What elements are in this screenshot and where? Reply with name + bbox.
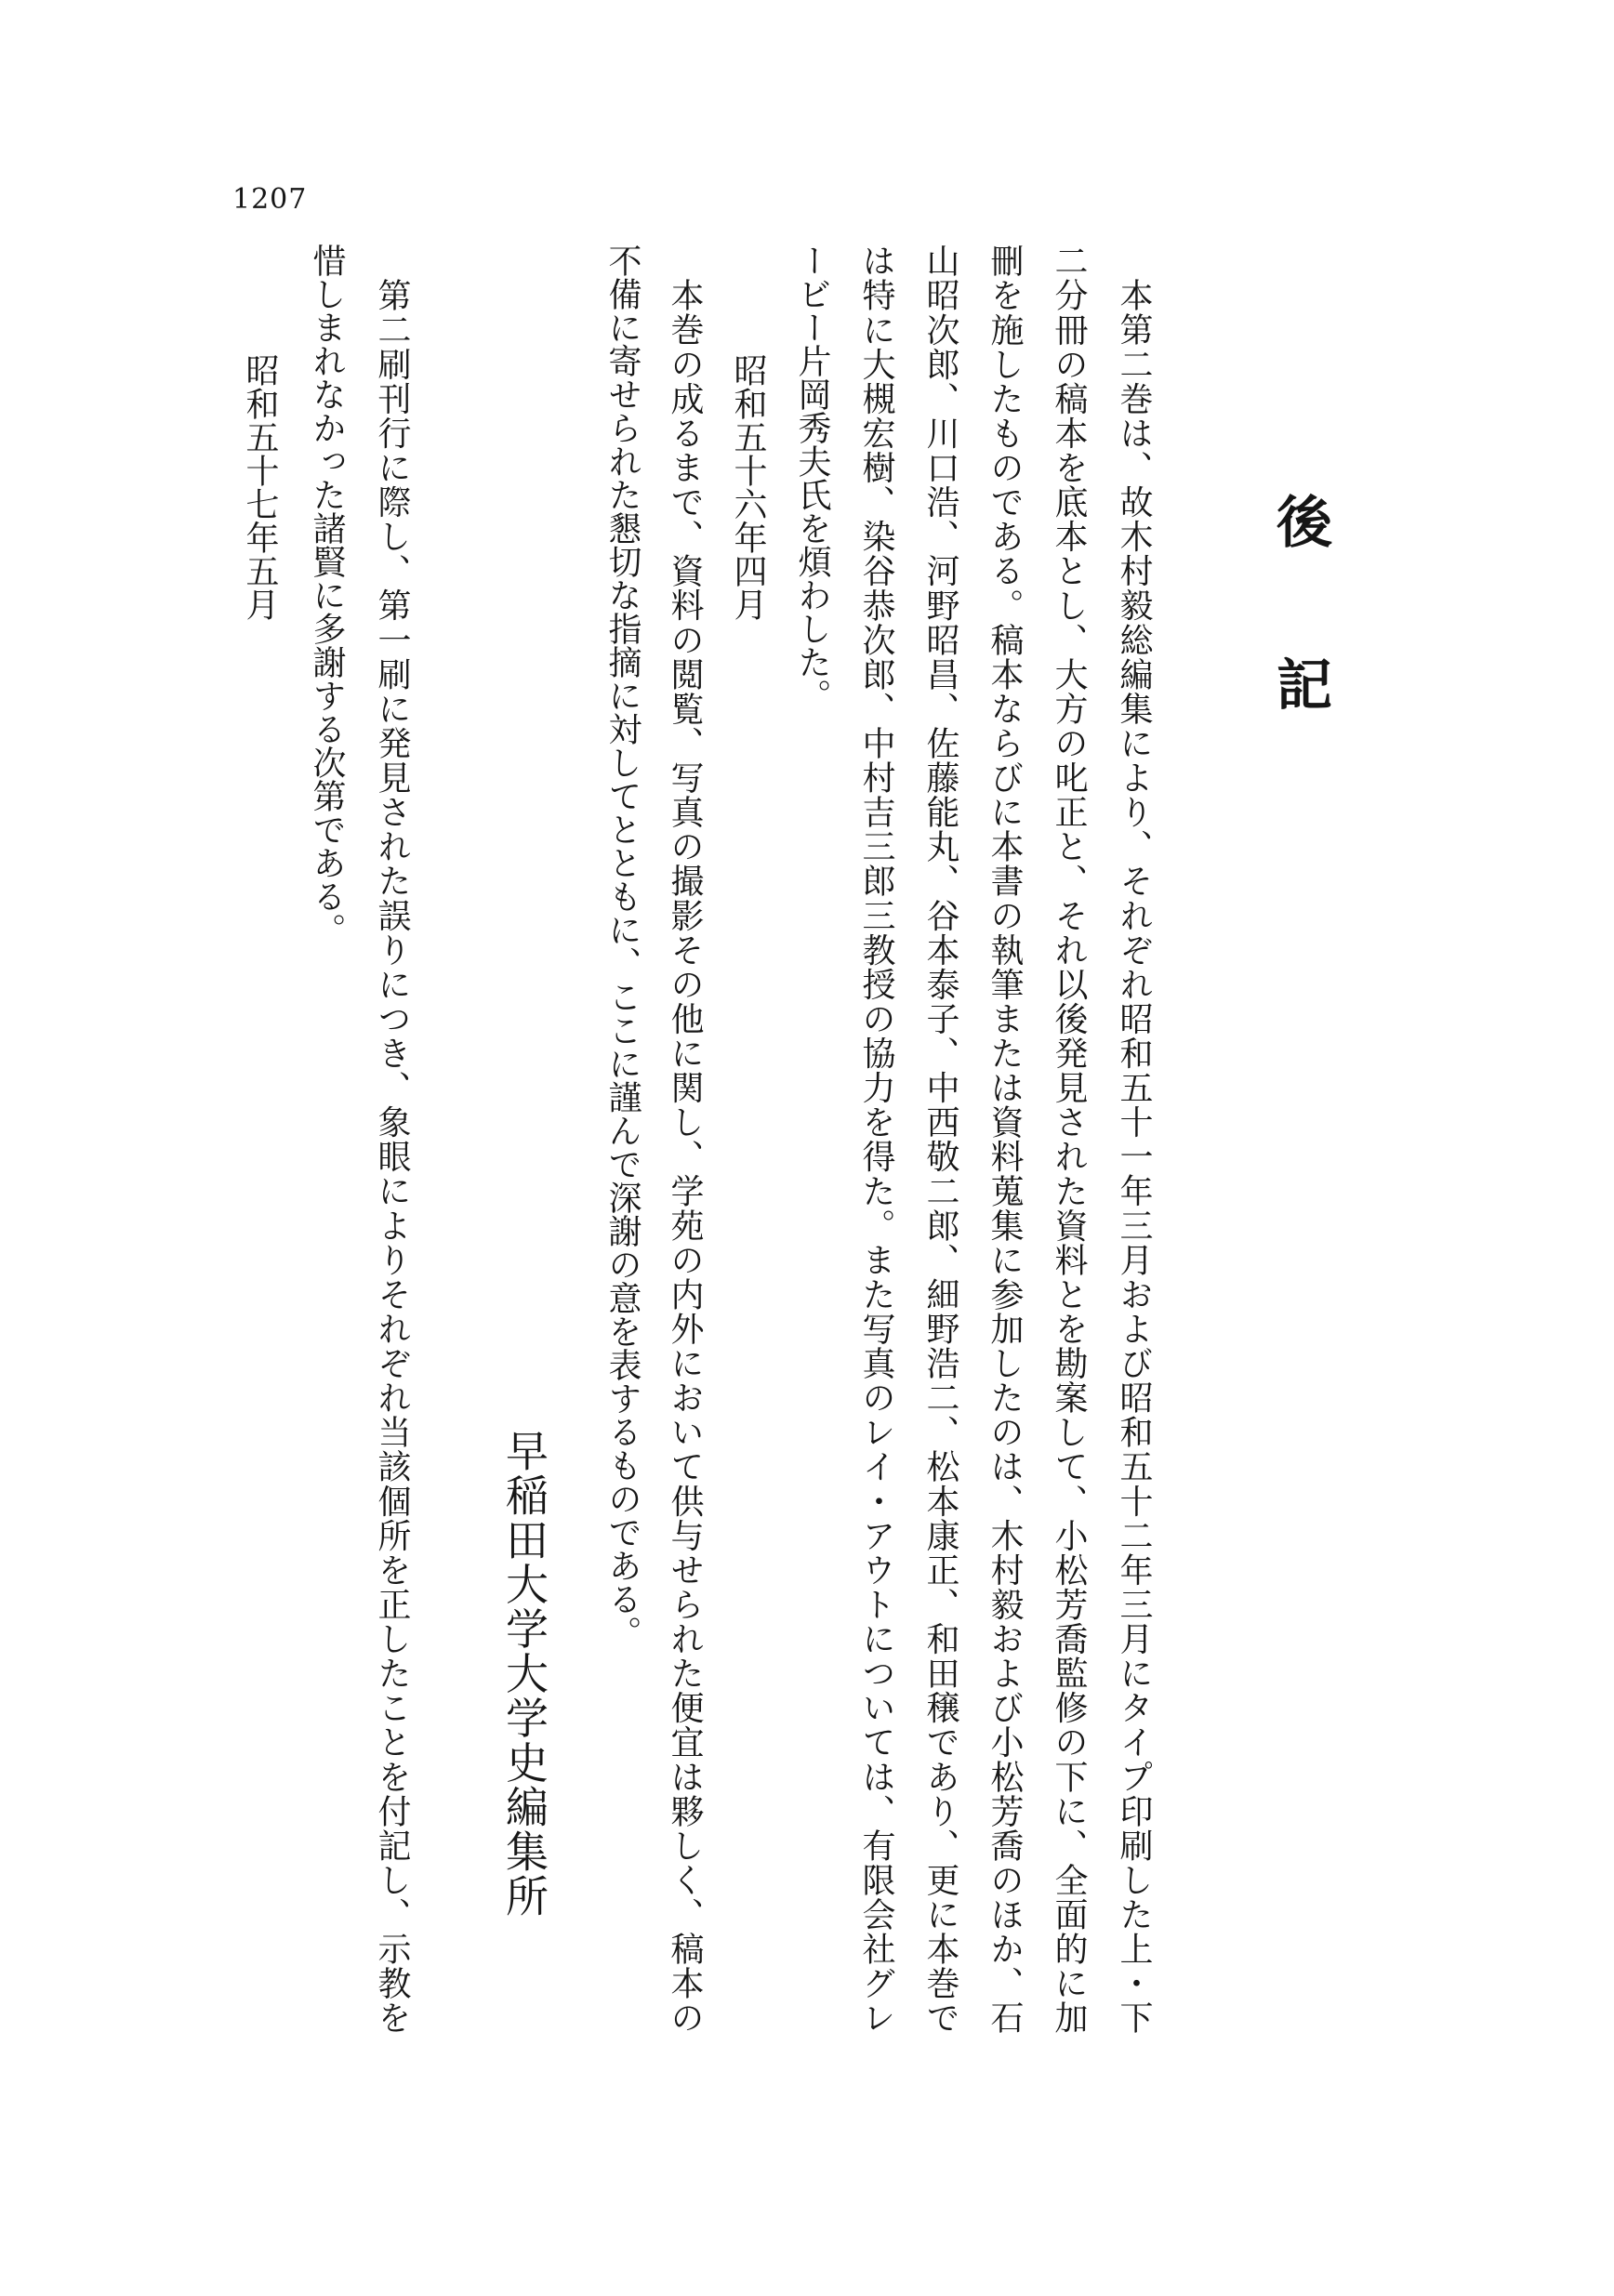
page-title: 後 記 (1267, 493, 1332, 711)
afterword-date: 昭和五十六年四月 (729, 353, 767, 621)
afterword-line: 本第二巻は、故木村毅総編集により、それぞれ昭和五十一年三月および昭和五十二年三月にタイプ印刷した上・下 (1115, 278, 1153, 2034)
afterword-line: 二分冊の稿本を底本とし、大方の叱正と、それ以後発見された資料とを勘案して、小松芳喬監修の下に、全面的に加 (1050, 244, 1088, 2035)
afterword-line: は特に大槻宏樹、染谷恭次郎、中村吉三郎三教授の協力を得た。また写真のレイ・アウトについては、有限会社グレ (857, 244, 895, 2034)
editor-signature: 早稲田大学大学史編集所 (499, 1429, 549, 1917)
afterword-line: 本巻の成るまで、資料の閲覧、写真の撮影その他に関し、学苑の内外において供与せられた便宜は夥しく、稿本の (666, 278, 704, 2034)
page-number: 1207 (232, 183, 308, 216)
afterword-line: 不備に寄せられた懇切な指摘に対してとともに、ここに謹んで深謝の意を表するものである。 (603, 244, 642, 1649)
afterword-line: 刪を施したものである。稿本ならびに本書の執筆または資料蒐集に参加したのは、木村毅および小松芳喬のほか、石 (986, 244, 1024, 2035)
note-line: 第二刷刊行に際し、第一刷に発見された誤りにつき、象眼によりそれぞれ当該個所を正したことを付記し、示教を (373, 278, 411, 2035)
afterword-line: 山昭次郎、川口浩、河野昭昌、佐藤能丸、谷本泰子、中西敬二郎、細野浩二、松本康正、和田穣であり、更に本巻で (921, 244, 959, 2034)
note-date: 昭和五十七年五月 (241, 353, 279, 621)
afterword-line: ービー片岡秀夫氏を煩わした。 (793, 244, 831, 712)
note-line: 惜しまれなかった諸賢に多謝する次第である。 (308, 244, 346, 946)
